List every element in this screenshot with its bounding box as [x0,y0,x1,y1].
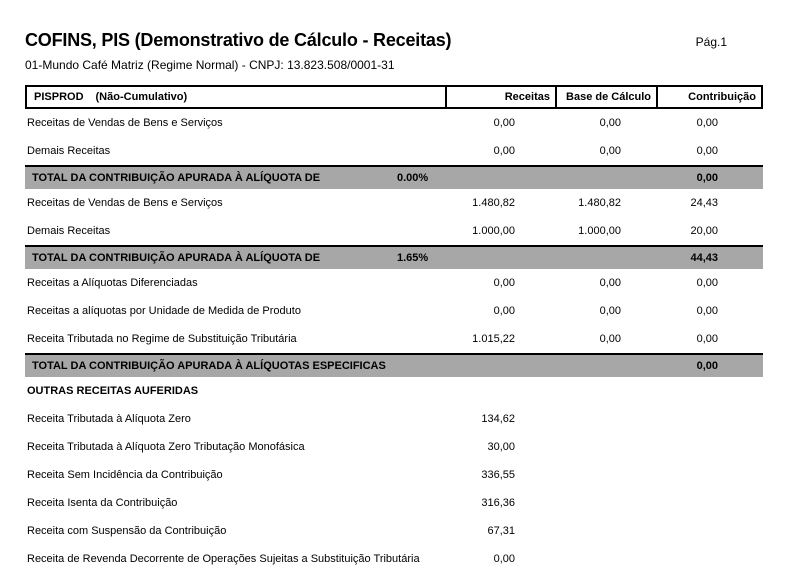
table-row [25,433,763,461]
receitas-value: 316,36 [481,497,515,509]
row-label: Receita Sem Incidência da Contribuição [27,469,223,481]
table-row [25,269,763,297]
total-label: TOTAL DA CONTRIBUIÇÃO APURADA À ALÍQUOTA DE [32,172,321,184]
company-line: 01-Mundo Café Matriz (Regime Normal) - CNPJ: 13.823.508/0001-31 [25,58,395,72]
base-value: 1.480,82 [578,197,621,209]
contribuicao-value: 0,00 [696,305,718,317]
tax-code-label: PISPROD [34,91,84,103]
contribuicao-value: 24,43 [690,197,718,209]
page-title: COFINS, PIS (Demonstrativo de Cálculo - Receitas) [25,30,452,50]
contribuicao-value: 20,00 [690,225,718,237]
column-header-product [27,87,445,107]
table-row [25,137,763,165]
row-label: Receita com Suspensão da Contribuição [27,525,227,537]
total-label: TOTAL DA CONTRIBUIÇÃO APURADA À ALÍQUOTA DE [32,252,321,264]
table-row [25,325,763,353]
table-row [25,517,763,545]
column-header-base-de-calculo: Base de Cálculo [555,87,656,107]
row-label: Demais Receitas [27,225,111,237]
row-label: Receitas a alíquotas por Unidade de Medida de Produto [27,305,301,317]
total-rate: 1.65% [397,252,429,264]
row-label: Receitas a Alíquotas Diferenciadas [27,277,198,289]
receitas-value: 67,31 [487,525,515,537]
regime-label: (Não-Cumulativo) [95,91,188,103]
receitas-value: 1.015,22 [472,333,515,345]
total-contribuicao-value: 44,43 [690,252,718,264]
table-row [25,217,763,245]
table-row [25,489,763,517]
row-label: Receita Tributada no Regime de Substituição Tributária [27,333,297,345]
total-row [25,245,763,269]
row-label: Receita Tributada à Alíquota Zero Tributação Monofásica [27,441,305,453]
report-table [25,85,763,573]
receitas-value: 336,55 [481,469,515,481]
receitas-value: 1.480,82 [472,197,515,209]
base-value: 0,00 [599,305,621,317]
row-label: Receitas de Vendas de Bens e Serviços [27,117,223,129]
base-value: 0,00 [599,117,621,129]
contribuicao-value: 0,00 [696,145,718,157]
row-label: Receita Tributada à Alíquota Zero [27,413,191,425]
row-label: Receitas de Vendas de Bens e Serviços [27,197,223,209]
contribuicao-value: 0,00 [696,333,718,345]
receitas-value: 0,00 [493,145,515,157]
total-contribuicao-value: 0,00 [696,172,718,184]
section-heading: OUTRAS RECEITAS AUFERIDAS [27,385,199,397]
table-row [25,405,763,433]
base-value: 0,00 [599,277,621,289]
total-row [25,353,763,377]
contribuicao-value: 0,00 [696,277,718,289]
receitas-value: 30,00 [487,441,515,453]
total-rate: 0.00% [397,172,429,184]
receitas-value: 0,00 [493,117,515,129]
contribuicao-value: 0,00 [696,117,718,129]
row-label: Receita Isenta da Contribuição [27,497,178,509]
column-header-receitas: Receitas [445,87,555,107]
receitas-value: 0,00 [493,277,515,289]
receitas-value: 134,62 [481,413,515,425]
section-heading-row [25,377,763,405]
total-row [25,165,763,189]
page-number: Pág.1 [695,35,727,49]
table-row [25,297,763,325]
table-row [25,545,763,573]
base-value: 1.000,00 [578,225,621,237]
table-header-row [25,85,763,109]
table-row [25,189,763,217]
report-header [25,30,763,51]
base-value: 0,00 [599,333,621,345]
table-row [25,109,763,137]
total-label: TOTAL DA CONTRIBUIÇÃO APURADA À ALÍQUOTAS ESPECIFICAS [32,360,386,372]
row-label: Demais Receitas [27,145,111,157]
total-contribuicao-value: 0,00 [696,360,718,372]
receitas-value: 0,00 [493,305,515,317]
base-value: 0,00 [599,145,621,157]
receitas-value: 1.000,00 [472,225,515,237]
column-header-contribuicao: Contribuição [656,87,761,107]
table-row [25,461,763,489]
receitas-value: 0,00 [493,553,515,565]
row-label: Receita de Revenda Decorrente de Operações Sujeitas a Substituição Tributária [27,553,420,565]
